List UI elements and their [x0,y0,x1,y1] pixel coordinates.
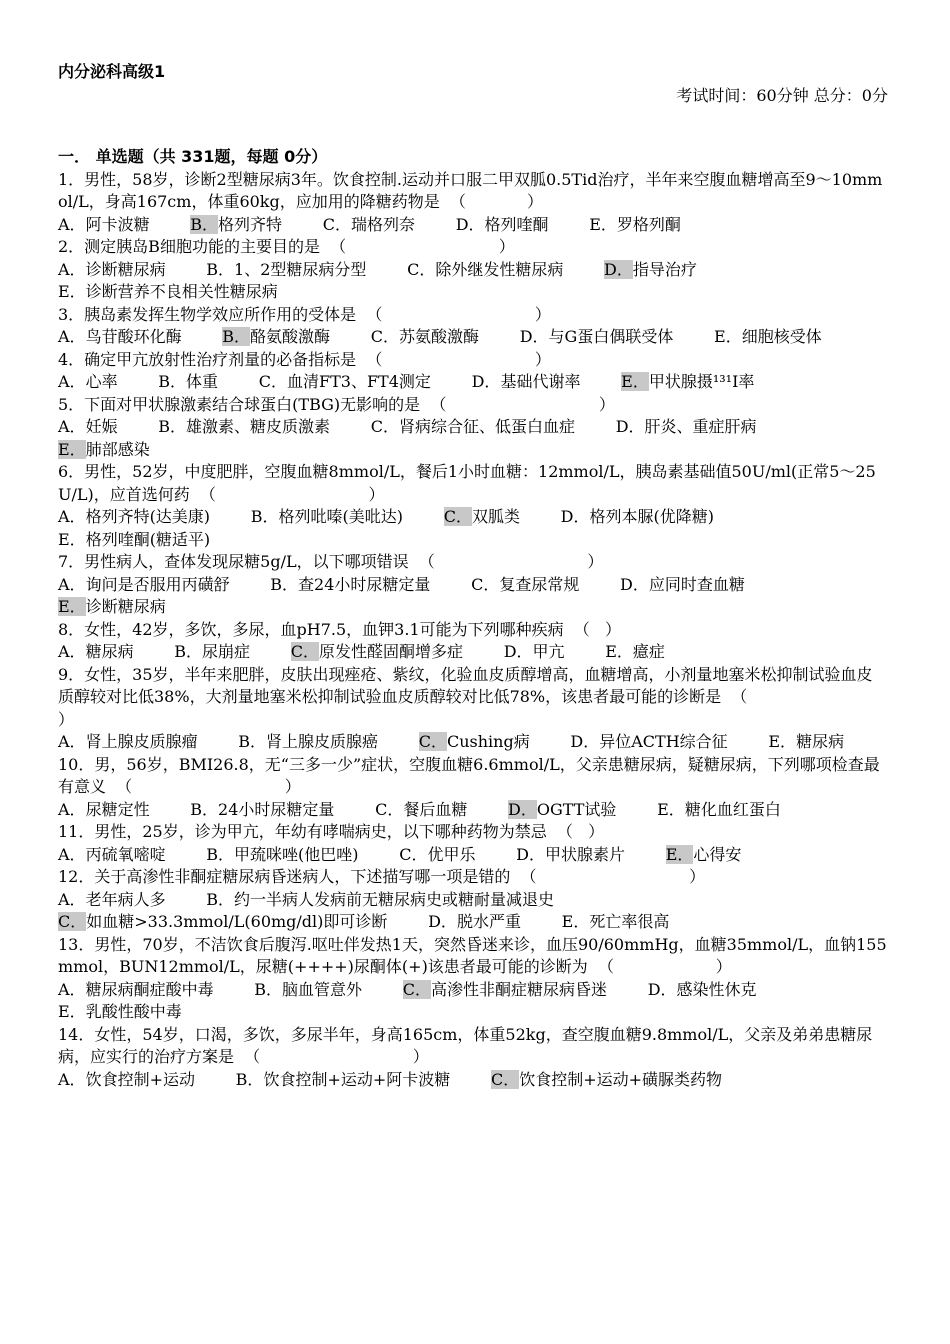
option-text: 应同时查血糖 [648,574,745,594]
option-letter: A． [58,1069,86,1089]
answer-option [58,440,150,459]
option-letter: B． [270,574,299,594]
option-text: 询问是否服用丙磺舒 [85,574,230,594]
answer-option [516,845,625,864]
answer-option [648,980,757,999]
option-letter: D． [519,327,549,346]
answer-option [768,732,844,751]
option-letter: C． [58,912,87,931]
option-text: 糖尿病酮症酸中毒 [85,979,214,999]
option-row [58,259,888,304]
option-text: 血清FT3、FT4测定 [286,372,431,391]
answer-option [491,1070,722,1089]
option-letter: E． [665,844,694,864]
answer-option [206,845,358,864]
question-stem: 1．男性，58岁，诊断2型糖尿病3年。饮食控制.运动并口服二甲双胍0.5Tid治疗，半年来空腹血糖增高至9～10mmol/L，身高167cm，体重60kg，应加用的降糖药物是 （ ） [58,169,883,211]
option-text: 格列喹酮 [484,214,549,234]
option-text: 异位ACTH综合征 [599,732,728,751]
option-letter: D． [570,732,600,751]
option-text: 糖尿病 [85,642,134,661]
answer-option [58,327,182,346]
option-text: 格列喹酮(糖适平) [85,529,211,549]
question-item [58,754,888,822]
option-text: 心率 [85,372,118,391]
option-letter: C． [418,732,447,751]
answer-option [251,507,403,526]
option-letter: E． [58,597,86,616]
option-text: 罗格列酮 [616,214,681,234]
option-text: 格列齐特(达美康) [85,507,211,526]
option-text: 肾上腺皮质腺瘤 [85,732,198,751]
option-row [58,799,888,822]
option-row [58,731,888,754]
option-letter: C． [490,1069,520,1089]
option-text: 甲巯咪唑(他巴唑) [234,844,359,864]
question-stem: 2．测定胰岛B细胞功能的主要目的是 （ ） [58,237,515,256]
answer-option [58,845,166,864]
option-letter: D． [615,417,645,436]
answer-option [190,215,282,234]
option-row [58,889,888,934]
answer-option [58,1070,195,1089]
answer-option [291,642,463,661]
answer-option [428,912,521,931]
answer-option [58,575,230,594]
answer-option [206,260,366,279]
option-row [58,574,888,619]
answer-option [375,800,467,819]
answer-option [621,372,754,391]
answer-option [666,845,742,864]
option-letter: C． [290,642,319,661]
option-letter: C． [375,799,404,819]
option-letter: D． [560,507,590,526]
option-text: 基础代谢率 [500,372,581,391]
answer-option [323,215,415,234]
option-letter: E． [605,642,633,661]
answer-option [570,732,727,751]
question-stem: 4．确定甲亢放射性治疗剂量的必备指标是 （ ） [58,349,551,369]
question-stem: 7．男性病人，查体发现尿糖5g/L，以下哪项错误 （ ） [58,552,604,571]
question-stem: 10．男，56岁，BMI26.8，无“三多一少”症状，空腹血糖6.6mmol/L，父亲患糖尿病，疑糖尿病，下列哪项检查最有意义 （ ） [58,754,880,796]
answer-option [589,215,681,234]
option-text: 感染性休克 [676,979,757,999]
option-text: 甲状腺素片 [545,844,626,864]
answer-option [472,372,581,391]
question-stem: 11．男性，25岁，诊为甲亢，年幼有哮喘病史，以下哪种药物为禁忌 （ ） [58,822,605,841]
option-text: 糖化血红蛋白 [684,799,781,819]
option-letter: B． [206,889,235,909]
answer-option [58,642,134,661]
answer-option [58,417,118,436]
option-letter: A． [58,574,86,594]
option-letter: E． [58,529,86,549]
option-text: 甲亢 [532,642,565,661]
answer-option [605,642,665,661]
option-letter: C． [370,327,399,346]
option-letter: E． [58,1002,86,1021]
option-letter: C． [370,417,399,436]
option-text: 细胞核受体 [741,327,822,346]
option-letter: D． [516,844,546,864]
option-text: 癔症 [632,642,665,661]
option-letter: A． [58,259,86,279]
question-stem: 9．女性，35岁，半年来肥胖，皮肤出现痤疮、紫纹，化验血皮质醇增高，血糖增高，小剂量地塞米松抑制试验血皮质醇较对比低38%，大剂量地塞米松抑制试验血皮质醇较对比低78%，该患者最可能的诊断是 （ ） [58,664,900,729]
option-text: 尿糖定性 [85,799,150,819]
option-text: 雄激素、糖皮质激素 [186,417,331,436]
option-text: 优甲乐 [427,844,476,864]
option-text: 阿卡波糖 [85,214,150,234]
answer-option [471,575,579,594]
option-text: OGTT试验 [536,799,617,819]
option-letter: D． [604,259,633,279]
option-row [58,979,888,1024]
answer-option [58,507,210,526]
option-letter: B． [254,979,283,999]
option-letter: E． [589,214,617,234]
option-text: Cushing病 [446,732,530,751]
option-text: 肾上腺皮质腺癌 [266,732,379,751]
question-stem: 12．关于高渗性非酮症糖尿病昏迷病人，下述描写哪一项是错的 （ ） [58,867,706,886]
answer-option [58,260,166,279]
option-text: 鸟苷酸环化酶 [85,327,182,346]
option-letter: B． [206,259,235,279]
option-letter: D． [647,979,677,999]
option-text: 苏氨酸激酶 [398,327,479,346]
answer-option [236,1070,451,1089]
answer-option [371,327,479,346]
option-text: 瑞格列奈 [350,214,415,234]
option-text: 高渗性非酮症糖尿病昏迷 [430,979,607,999]
option-letter: B． [206,844,235,864]
option-text: 查24小时尿糖定量 [298,574,431,594]
answer-option [58,890,166,909]
answer-option [714,327,822,346]
option-text: 乳酸性酸中毒 [85,1002,182,1021]
option-text: 酪氨酸激酶 [250,327,331,346]
option-text: 心得安 [693,844,742,864]
option-text: 格列本脲(优降糖) [589,507,714,526]
option-letter: E． [58,439,86,459]
option-letter: B． [174,642,203,661]
option-row [58,416,888,461]
option-text: 糖尿病 [796,732,845,751]
question-stem: 5．下面对甲状腺激素结合球蛋白(TBG)无影响的是 （ ） [58,394,615,414]
answer-option [58,282,278,301]
option-letter: B． [158,417,187,436]
option-row [58,506,888,551]
option-letter: E． [657,799,685,819]
exam-info: 考试时间：60分钟 总分：0分 [676,86,888,105]
option-text: 尿崩症 [202,642,251,661]
option-text: 脑血管意外 [282,979,363,999]
answer-option [444,507,520,526]
question-item [58,1024,888,1092]
section-title: 一． 单选题（共 331题，每题 0分） [58,147,328,166]
option-letter: D． [455,214,485,234]
option-text: 原发性醛固酮增多症 [318,642,463,661]
option-letter: D． [508,799,537,819]
option-text: 除外继发性糖尿病 [435,259,564,279]
option-row [58,326,888,349]
answer-option [561,507,714,526]
answer-option [562,912,670,931]
option-letter: D． [428,912,457,931]
answer-option [158,417,330,436]
answer-option [403,980,607,999]
option-letter: B． [190,214,219,234]
answer-option [58,800,150,819]
option-letter: C． [402,979,431,999]
answer-option [504,642,565,661]
option-text: 1、2型糖尿病分型 [234,259,367,279]
answer-option [158,372,218,391]
option-text: 诊断糖尿病 [85,259,166,279]
option-text: 如血糖>33.3mmol/L(60mg/dl)即可诊断 [86,912,388,931]
answer-option [254,980,362,999]
answer-option [407,260,563,279]
answer-option [190,800,334,819]
answer-option [58,597,166,616]
option-letter: C． [258,372,287,391]
option-letter: B． [250,507,279,526]
exam-page [58,60,900,1091]
question-item [58,236,888,304]
option-row [58,214,888,237]
option-letter: C． [322,214,351,234]
option-letter: E． [714,327,742,346]
option-row [58,1069,888,1092]
option-text: 饮食控制+运动+磺脲类药物 [519,1069,723,1089]
question-stem: 14．女性，54岁，口渴，多饮，多尿半年，身高165cm，体重52kg，查空腹血糖9.8mmol/L，父亲及弟弟患糖尿病，应实行的治疗方案是 （ ） [58,1024,873,1066]
exam-title: 内分泌科高级1 [58,62,166,81]
answer-option [270,575,430,594]
question-item [58,304,888,349]
option-text: 餐后血糖 [403,799,468,819]
option-text: 死亡率很高 [589,912,670,931]
option-text: 甲状腺摄¹³¹I率 [648,372,755,391]
answer-option [657,800,781,819]
option-letter: B． [158,372,187,391]
option-row [58,371,888,394]
question-item [58,619,888,664]
option-letter: C． [407,259,436,279]
option-row [58,641,888,664]
option-letter: A． [58,642,86,661]
option-text: 诊断糖尿病 [85,597,166,616]
option-text: 约一半病人发病前无糖尿病史或糖耐量减退史 [234,889,555,909]
answer-option [58,372,118,391]
question-item [58,934,888,1024]
question-item [58,169,888,237]
option-letter: A． [58,844,86,864]
answer-option [58,530,210,549]
answer-option [604,260,697,279]
question-item [58,349,888,394]
option-text: 老年病人多 [85,889,166,909]
question-list [58,169,900,1092]
question-item [58,821,888,866]
answer-option [520,327,674,346]
option-letter: D． [471,372,501,391]
option-letter: E． [621,372,649,391]
answer-option [259,372,431,391]
option-text: 双胍类 [471,507,520,526]
option-letter: A． [58,799,86,819]
question-item [58,866,888,934]
answer-option [508,800,616,819]
answer-option [58,215,150,234]
option-letter: A． [58,732,86,751]
option-letter: B． [235,1069,264,1089]
answer-option [58,980,214,999]
option-text: 格列齐特 [218,214,283,234]
answer-option [616,417,757,436]
option-letter: E． [58,282,86,301]
option-letter: C． [471,574,500,594]
question-stem: 8．女性，42岁，多饮，多尿，血pH7.5，血钾3.1可能为下列哪种疾病 （ ） [58,619,622,639]
option-text: 肾病综合征、低蛋白血症 [398,417,575,436]
option-letter: B． [190,799,219,819]
question-stem: 6．男性，52岁，中度肥胖，空腹血糖8mmol/L，餐后1小时血糖：12mmol/L，胰岛素基础值50U/ml(正常5～25U/L)，应首选何药 （ ） [58,462,876,504]
option-text: 饮食控制+运动+阿卡波糖 [263,1069,451,1089]
option-text: 肝炎、重症肝病 [644,417,757,436]
answer-option [399,845,475,864]
option-letter: A． [58,979,86,999]
answer-option [58,1002,182,1021]
option-text: 饮食控制+运动 [85,1069,195,1089]
option-letter: A． [58,372,86,391]
answer-option [419,732,530,751]
option-letter: C． [443,507,472,526]
option-letter: D． [620,574,649,594]
answer-option [371,417,575,436]
question-item [58,394,888,462]
question-item [58,461,888,551]
answer-option [222,327,330,346]
option-row [58,844,888,867]
question-item [58,664,900,754]
option-text: 复查尿常规 [499,574,580,594]
answer-option [206,890,554,909]
option-text: 丙硫氧嘧啶 [85,844,166,864]
option-text: 妊娠 [85,417,118,436]
option-text: 24小时尿糖定量 [218,799,335,819]
answer-option [456,215,549,234]
option-letter: A． [58,417,86,436]
option-letter: C． [399,844,428,864]
option-letter: E． [768,732,797,751]
question-stem: 3．胰岛素发挥生物学效应所作用的受体是 （ ） [58,304,551,324]
option-letter: D． [503,642,533,661]
option-letter: A． [58,327,86,346]
option-letter: E． [561,912,590,931]
option-text: 脱水严重 [456,912,521,931]
question-item [58,551,888,619]
question-stem: 13．男性，70岁，不洁饮食后腹泻.呕吐伴发热1天，突然昏迷来诊，血压90/60mmHg，血糖35mmol/L，血钠155mmol，BUN12mmol/L，尿糖(++++)尿酮体(+)该患者最可能的诊断为 （ ） [58,934,887,976]
option-letter: A． [58,507,86,526]
option-letter: B． [238,732,267,751]
option-text: 与G蛋白偶联受体 [548,327,674,346]
option-text: 肺部感染 [85,439,150,459]
option-letter: A． [58,889,86,909]
answer-option [58,732,198,751]
option-letter: A． [58,214,86,234]
option-text: 格列吡嗪(美吡达) [278,507,404,526]
option-letter: B． [222,327,251,346]
option-text: 指导治疗 [632,259,697,279]
answer-option [174,642,250,661]
answer-option [58,912,387,931]
answer-option [620,575,745,594]
option-text: 诊断营养不良相关性糖尿病 [85,282,278,301]
option-text: 体重 [186,372,219,391]
answer-option [238,732,378,751]
